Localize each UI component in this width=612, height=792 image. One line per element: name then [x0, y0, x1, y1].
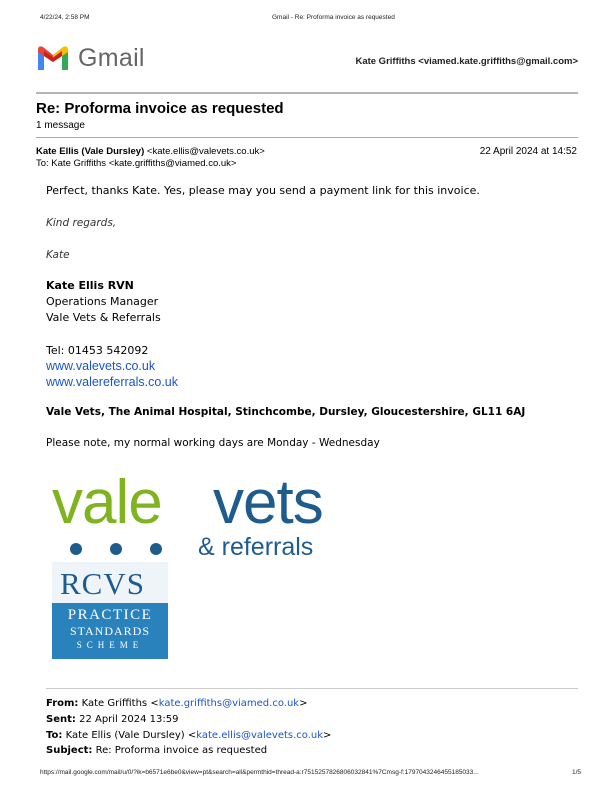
forward-sent: Sent: 22 April 2024 13:59 [46, 714, 179, 725]
logo-dot-icon [110, 543, 122, 555]
account-name: Kate Griffiths <viamed.kate.griffiths@gmail.com> [355, 56, 578, 67]
gmail-wordmark: Gmail [78, 44, 145, 72]
forward-divider [46, 688, 578, 689]
logo-dot-icon [70, 543, 82, 555]
signature-role: Operations Manager [46, 295, 159, 308]
forward-to: To: Kate Ellis (Vale Dursley) <kate.ellis@valevets.co.uk> [46, 730, 332, 741]
signature-company: Vale Vets & Referrals [46, 311, 161, 324]
rcvs-line-scheme: SCHEME [76, 640, 144, 650]
message-body: Perfect, thanks Kate. Yes, please may you send a payment link for this invoice. [46, 184, 480, 197]
link-valereferrals[interactable]: www.valereferrals.co.uk [46, 375, 178, 389]
sender-email: <kate.ellis@valevets.co.uk> [146, 146, 265, 157]
link-valevets[interactable]: www.valevets.co.uk [46, 359, 156, 373]
logo-vets-text: vets [213, 468, 323, 537]
forward-from-email-link[interactable]: kate.griffiths@viamed.co.uk [158, 698, 300, 709]
header-divider [36, 92, 578, 94]
gmail-logo-icon [36, 44, 70, 72]
recipient-line: To: Kate Griffiths <kate.griffiths@viamed.co.uk> [36, 158, 237, 169]
message-count: 1 message [36, 120, 85, 131]
rcvs-line-standards: STANDARDS [69, 624, 151, 638]
print-title: Gmail - Re: Proforma invoice as requested [272, 14, 395, 21]
rcvs-badge [52, 562, 168, 659]
working-days-note: Please note, my normal working days are Monday - Wednesday [46, 437, 380, 449]
logo-vale-text: vale [52, 468, 162, 537]
thread-divider [36, 137, 578, 138]
signature-tel: Tel: 01453 542092 [46, 344, 149, 357]
print-page-number: 1/5 [572, 769, 582, 776]
rcvs-line-practice: PRACTICE [67, 607, 153, 623]
forward-subject: Subject: Re: Proforma invoice as requested [46, 745, 268, 756]
logo-dot-icon [150, 543, 162, 555]
signature-address: Vale Vets, The Animal Hospital, Stinchcombe, Dursley, Gloucestershire, GL11 6AJ [46, 406, 526, 418]
logo-referrals-text: & referrals [198, 533, 314, 561]
signature-name: Kate Ellis RVN [46, 279, 134, 292]
print-url: https://mail.google.com/mail/u/0/?ik=b6571e6be0&view=pt&search=all&permthid=thread-a:r7515257826806032841%7Cmsg-f:1797043246455185033... [40, 769, 479, 776]
sender [36, 146, 265, 157]
regards: Kind regards, [46, 217, 117, 229]
forward-from: From: Kate Griffiths <kate.griffiths@viamed.co.uk> [46, 698, 308, 709]
thread-subject: Re: Proforma invoice as requested [36, 100, 284, 117]
sign-name: Kate [46, 249, 70, 261]
sender-name: Kate Ellis (Vale Dursley) [36, 146, 145, 157]
message-date: 22 April 2024 at 14:52 [479, 146, 577, 157]
print-date: 4/22/24, 2:58 PM [40, 14, 90, 21]
forward-to-email-link[interactable]: kate.ellis@valevets.co.uk [196, 730, 324, 741]
rcvs-letters: RCVS [60, 566, 145, 601]
